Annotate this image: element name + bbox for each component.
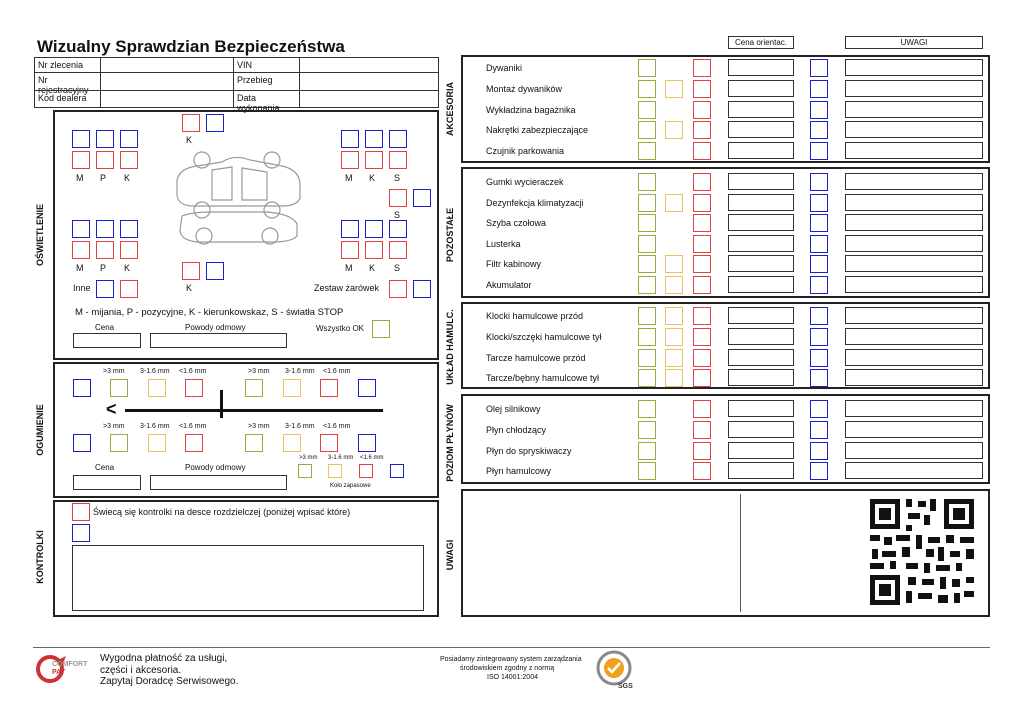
checkbox-blue-uklad-2[interactable] — [810, 349, 828, 367]
item-label-uklad-2: Tarcze hamulcowe przód — [486, 352, 586, 363]
checkbox-fr-s-blue[interactable] — [389, 130, 407, 148]
item-label-akcesoria-1: Montaż dywaników — [486, 83, 563, 94]
checkbox-rl-p-red[interactable] — [96, 241, 114, 259]
checkbox-zestaw-red[interactable] — [389, 280, 407, 298]
qr-code-icon — [868, 497, 976, 607]
input-cena-uklad-1[interactable] — [728, 328, 794, 345]
field-nr-rejestracyjny[interactable] — [100, 72, 234, 91]
checkbox-fr-k-blue[interactable] — [365, 130, 383, 148]
iso-line-2: środowiskiem zgodny z normą — [460, 665, 555, 672]
input-uwagi-uklad-3[interactable] — [845, 369, 983, 386]
item-label-akcesoria-2: Wykładzina bagażnika — [486, 104, 576, 115]
checkbox-red-uklad-1[interactable] — [693, 328, 711, 346]
checkbox-green-akcesoria-3[interactable] — [638, 121, 656, 139]
checkbox-side-k-blue[interactable] — [206, 262, 224, 280]
tire-fl-red[interactable] — [185, 379, 203, 397]
checkbox-blue-plyny-1[interactable] — [810, 421, 828, 439]
checkbox-blue-pozostale-4[interactable] — [810, 255, 828, 273]
label-kod-dealera: Kod dealera — [34, 90, 101, 108]
promo-line-3: Zapytaj Doradcę Serwisowego. — [100, 676, 239, 687]
checkbox-rl-m-red[interactable] — [72, 241, 90, 259]
checkbox-rear-k-red[interactable] — [182, 114, 200, 132]
checkbox-blue-akcesoria-2[interactable] — [810, 101, 828, 119]
label-s-r: S — [394, 173, 401, 183]
input-uwagi-plyny-0[interactable] — [845, 400, 983, 417]
checkbox-green-uklad-2[interactable] — [638, 349, 656, 367]
checkbox-red-akcesoria-1[interactable] — [693, 80, 711, 98]
checkbox-fl-m-blue[interactable] — [72, 130, 90, 148]
label-k-top: K — [186, 135, 193, 145]
label-wszystko-ok: Wszystko OK — [316, 324, 365, 333]
label-m-3: M — [345, 263, 353, 273]
legend-text: M - mijania, P - pozycyjne, K - kierunkowskaz, S - światła STOP — [75, 307, 344, 318]
sgs-badge-icon — [592, 650, 638, 690]
checkbox-red-akcesoria-0[interactable] — [693, 59, 711, 77]
col-uwagi: UWAGI — [845, 36, 983, 49]
checkbox-fl-k-blue[interactable] — [120, 130, 138, 148]
input-uwagi-pozostale-1[interactable] — [845, 194, 983, 211]
svg-text:PAY: PAY — [52, 669, 66, 676]
label-cena-1: Cena — [95, 323, 115, 332]
svg-text:SGS: SGS — [618, 683, 633, 690]
checkbox-blue-plyny-3[interactable] — [810, 462, 828, 480]
tire-fl-yellow[interactable] — [148, 379, 166, 397]
input-cena-akcesoria-2[interactable] — [728, 101, 794, 118]
input-cena-akcesoria-3[interactable] — [728, 121, 794, 138]
tire-rl-t2: 3-1.6 mm — [140, 423, 170, 430]
checkbox-green-pozostale-3[interactable] — [638, 235, 656, 253]
checkbox-rl-k-blue[interactable] — [120, 220, 138, 238]
label-k-bottom: K — [186, 283, 193, 293]
section-label-uwagi: UWAGI — [445, 539, 455, 571]
checkbox-red-uklad-2[interactable] — [693, 349, 711, 367]
input-uwagi-uklad-1[interactable] — [845, 328, 983, 345]
input-uwagi-akcesoria-0[interactable] — [845, 59, 983, 76]
input-cena-uklad-2[interactable] — [728, 349, 794, 366]
checkbox-red-akcesoria-3[interactable] — [693, 121, 711, 139]
checkbox-rl-p-blue[interactable] — [96, 220, 114, 238]
checkbox-rl-m-blue[interactable] — [72, 220, 90, 238]
svg-text:COMFORT: COMFORT — [52, 661, 88, 668]
checkbox-rr-s-blue[interactable] — [389, 220, 407, 238]
tire-fr-yellow[interactable] — [283, 379, 301, 397]
axle-divider — [220, 390, 223, 418]
item-label-akcesoria-4: Czujnik parkowania — [486, 146, 565, 157]
label-k-2: K — [124, 263, 131, 273]
checkbox-red-plyny-0[interactable] — [693, 400, 711, 418]
checkbox-red-plyny-3[interactable] — [693, 462, 711, 480]
label-nr-zlecenia: Nr zlecenia — [34, 57, 101, 73]
label-k-r: K — [369, 173, 376, 183]
label-m-2: M — [76, 263, 84, 273]
checkbox-green-pozostale-4[interactable] — [638, 255, 656, 273]
tire-rr-t3: <1.6 mm — [323, 423, 351, 430]
checkbox-side-k-red[interactable] — [182, 262, 200, 280]
field-vin[interactable] — [299, 57, 439, 73]
item-label-plyny-3: Płyn hamulcowy — [486, 466, 552, 477]
checkbox-blue-pozostale-3[interactable] — [810, 235, 828, 253]
checkbox-red-akcesoria-2[interactable] — [693, 101, 711, 119]
input-uwagi-pozostale-2[interactable] — [845, 214, 983, 231]
checkbox-blue-pozostale-1[interactable] — [810, 194, 828, 212]
section-label-ogumienie: OGUMIENIE — [35, 404, 45, 456]
checkbox-yellow-akcesoria-1[interactable] — [665, 80, 683, 98]
checkbox-blue-uklad-3[interactable] — [810, 369, 828, 387]
input-uwagi-pozostale-4[interactable] — [845, 255, 983, 272]
input-cena-2[interactable] — [73, 475, 141, 490]
tire-rl-red[interactable] — [185, 434, 203, 452]
checkbox-green-uklad-3[interactable] — [638, 369, 656, 387]
checkbox-green-uklad-1[interactable] — [638, 328, 656, 346]
arrow-left-icon: < — [106, 399, 117, 419]
uwagi-divider — [740, 494, 741, 612]
checkbox-stop-red[interactable] — [389, 189, 407, 207]
item-label-pozostale-3: Lusterka — [486, 238, 521, 249]
label-data-wykonania: Data wykonania — [233, 90, 300, 108]
checkbox-fr-m-blue[interactable] — [341, 130, 359, 148]
label-kontrolki-text: Świecą się kontrolki na desce rozdzielczej (poniżej wpisać które) — [93, 507, 351, 517]
tire-fl-t3: <1.6 mm — [179, 368, 207, 375]
checkbox-rr-m-blue[interactable] — [341, 220, 359, 238]
spare-yellow[interactable] — [328, 464, 342, 478]
checkbox-green-plyny-3[interactable] — [638, 462, 656, 480]
checkbox-yellow-uklad-2[interactable] — [665, 349, 683, 367]
checkbox-green-pozostale-5[interactable] — [638, 276, 656, 294]
tire-rl-yellow[interactable] — [148, 434, 166, 452]
item-label-uklad-0: Klocki hamulcowe przód — [486, 311, 584, 321]
input-cena-pozostale-5[interactable] — [728, 276, 794, 293]
tire-rl-green[interactable] — [110, 434, 128, 452]
checkbox-rr-k-blue[interactable] — [365, 220, 383, 238]
checkbox-kontrolki-blue[interactable] — [72, 524, 90, 542]
tire-fr-green[interactable] — [245, 379, 263, 397]
label-k: K — [124, 173, 131, 183]
tire-fr-red[interactable] — [320, 379, 338, 397]
tire-fr-t1: >3 mm — [248, 368, 270, 375]
checkbox-fl-p-red[interactable] — [96, 151, 114, 169]
input-cena-pozostale-3[interactable] — [728, 235, 794, 252]
checkbox-blue-akcesoria-0[interactable] — [810, 59, 828, 77]
label-przebieg: Przebieg — [233, 72, 300, 91]
label-k-3: K — [369, 263, 376, 273]
spare-t1: >3 mm — [299, 455, 318, 461]
checkbox-red-plyny-2[interactable] — [693, 442, 711, 460]
tire-fl-green[interactable] — [110, 379, 128, 397]
checkbox-fr-m-red[interactable] — [341, 151, 359, 169]
checkbox-red-pozostale-0[interactable] — [693, 173, 711, 191]
tire-rr-t2: 3-1.6 mm — [285, 423, 315, 430]
input-cena-plyny-2[interactable] — [728, 442, 794, 459]
checkbox-blue-uklad-1[interactable] — [810, 328, 828, 346]
checkbox-inne-blue[interactable] — [96, 280, 114, 298]
checkbox-blue-pozostale-0[interactable] — [810, 173, 828, 191]
spare-blue[interactable] — [390, 464, 404, 478]
item-label-plyny-0: Olej silnikowy — [486, 404, 541, 414]
tire-fr-t3: <1.6 mm — [323, 368, 351, 375]
checkbox-red-plyny-1[interactable] — [693, 421, 711, 439]
checkbox-blue-pozostale-5[interactable] — [810, 276, 828, 294]
field-nr-zlecenia[interactable] — [100, 57, 234, 73]
item-label-pozostale-4: Filtr kabinowy — [486, 259, 542, 270]
tire-rr-yellow[interactable] — [283, 434, 301, 452]
item-label-pozostale-5: Akumulator — [486, 280, 532, 290]
input-cena-pozostale-2[interactable] — [728, 214, 794, 231]
checkbox-green-akcesoria-4[interactable] — [638, 142, 656, 160]
input-uwagi-pozostale-5[interactable] — [845, 276, 983, 293]
label-cena-2: Cena — [95, 463, 115, 472]
checkbox-blue-uklad-0[interactable] — [810, 307, 828, 325]
checkbox-green-plyny-1[interactable] — [638, 421, 656, 439]
checkbox-rr-s-red[interactable] — [389, 241, 407, 259]
label-zestaw: Zestaw żarówek — [314, 283, 380, 293]
tire-rr-t1: >3 mm — [248, 423, 270, 430]
footer-divider — [33, 647, 990, 648]
spare-t2: 3-1.6 mm — [328, 455, 354, 461]
input-cena-akcesoria-1[interactable] — [728, 80, 794, 97]
checkbox-green-akcesoria-1[interactable] — [638, 80, 656, 98]
item-label-uklad-3: Tarcze/bębny hamulcowe tył — [486, 373, 600, 384]
checkbox-fr-s-red[interactable] — [389, 151, 407, 169]
checkbox-green-uklad-0[interactable] — [638, 307, 656, 325]
field-data-wykonania[interactable] — [299, 90, 439, 108]
label-vin: VIN — [233, 57, 300, 73]
label-powody-2: Powody odmowy — [185, 463, 246, 472]
checkbox-yellow-uklad-0[interactable] — [665, 307, 683, 325]
label-powody-1: Powody odmowy — [185, 323, 246, 332]
iso-line-3: ISO 14001:2004 — [487, 674, 538, 681]
tire-rl-blue[interactable] — [73, 434, 91, 452]
checkbox-red-pozostale-2[interactable] — [693, 214, 711, 232]
checkbox-blue-pozostale-2[interactable] — [810, 214, 828, 232]
label-m-r: M — [345, 173, 353, 183]
tire-rl-t3: <1.6 mm — [179, 423, 207, 430]
col-cena-orientac: Cena orientac. — [728, 36, 794, 49]
input-uwagi-akcesoria-1[interactable] — [845, 80, 983, 97]
item-label-plyny-1: Płyn chłodzący — [486, 424, 547, 435]
checkbox-yellow-pozostale-4[interactable] — [665, 255, 683, 273]
spare-green[interactable] — [298, 464, 312, 478]
input-uwagi-akcesoria-3[interactable] — [845, 121, 983, 138]
promo-line-2: części i akcesoria. — [100, 665, 182, 676]
checkbox-rr-m-red[interactable] — [341, 241, 359, 259]
checkbox-yellow-pozostale-5[interactable] — [665, 276, 683, 294]
checkbox-blue-plyny-0[interactable] — [810, 400, 828, 418]
checkbox-rl-k-red[interactable] — [120, 241, 138, 259]
label-s-3: S — [394, 263, 401, 273]
checkbox-red-pozostale-1[interactable] — [693, 194, 711, 212]
input-cena-plyny-0[interactable] — [728, 400, 794, 417]
input-uwagi-plyny-2[interactable] — [845, 442, 983, 459]
input-uwagi-uklad-0[interactable] — [845, 307, 983, 324]
input-powody-2[interactable] — [150, 475, 287, 490]
input-powody-1[interactable] — [150, 333, 287, 348]
label-m: M — [76, 173, 84, 183]
section-label-kontrolki: KONTROLKI — [35, 530, 45, 584]
input-cena-pozostale-4[interactable] — [728, 255, 794, 272]
section-label-oswietlenie: OŚWIETLENIE — [35, 204, 45, 267]
item-label-uklad-1: Klocki/szczęki hamulcowe tył — [486, 331, 602, 342]
checkbox-fl-p-blue[interactable] — [96, 130, 114, 148]
checkbox-zestaw-blue[interactable] — [413, 280, 431, 298]
input-kontrolki[interactable] — [72, 545, 424, 611]
section-label-uklad: UKŁAD HAMULC. — [445, 309, 455, 385]
field-kod-dealera[interactable] — [100, 90, 234, 108]
input-cena-1[interactable] — [73, 333, 141, 348]
input-cena-akcesoria-4[interactable] — [728, 142, 794, 159]
input-cena-pozostale-1[interactable] — [728, 194, 794, 211]
tire-rl-t1: >3 mm — [103, 423, 125, 430]
checkbox-red-pozostale-4[interactable] — [693, 255, 711, 273]
checkbox-stop-blue[interactable] — [413, 189, 431, 207]
checkbox-blue-plyny-2[interactable] — [810, 442, 828, 460]
item-label-akcesoria-3: Nakrętki zabezpieczające — [486, 125, 589, 136]
tire-fl-blue[interactable] — [73, 379, 91, 397]
input-uwagi-pozostale-0[interactable] — [845, 173, 983, 190]
checkbox-green-plyny-0[interactable] — [638, 400, 656, 418]
tire-fr-t2: 3-1.6 mm — [285, 368, 315, 375]
item-label-pozostale-2: Szyba czołowa — [486, 218, 547, 229]
tire-fl-t1: >3 mm — [103, 368, 125, 375]
spare-red[interactable] — [359, 464, 373, 478]
checkbox-fr-k-red[interactable] — [365, 151, 383, 169]
checkbox-yellow-uklad-3[interactable] — [665, 369, 683, 387]
checkbox-wszystko-ok[interactable] — [372, 320, 390, 338]
promo-line-1: Wygodna płatność za usługi, — [100, 653, 228, 664]
label-nr-rejestracyjny: Nr rejestracyjny — [34, 72, 101, 91]
checkbox-blue-akcesoria-3[interactable] — [810, 121, 828, 139]
checkbox-red-akcesoria-4[interactable] — [693, 142, 711, 160]
car-diagram-icon — [172, 140, 307, 250]
checkbox-yellow-uklad-1[interactable] — [665, 328, 683, 346]
input-uwagi-plyny-3[interactable] — [845, 462, 983, 479]
input-cena-pozostale-0[interactable] — [728, 173, 794, 190]
input-uwagi-akcesoria-4[interactable] — [845, 142, 983, 159]
tire-rr-green[interactable] — [245, 434, 263, 452]
axle-line — [125, 409, 383, 412]
checkbox-fl-k-red[interactable] — [120, 151, 138, 169]
item-label-plyny-2: Płyn do spryskiwaczy — [486, 445, 572, 456]
input-cena-uklad-3[interactable] — [728, 369, 794, 386]
checkbox-green-pozostale-2[interactable] — [638, 214, 656, 232]
label-inne: Inne — [73, 283, 91, 293]
tire-rr-blue[interactable] — [358, 434, 376, 452]
checkbox-yellow-akcesoria-3[interactable] — [665, 121, 683, 139]
checkbox-green-akcesoria-2[interactable] — [638, 101, 656, 119]
checkbox-green-plyny-2[interactable] — [638, 442, 656, 460]
checkbox-inne-red[interactable] — [120, 280, 138, 298]
label-s-stop: S — [394, 210, 401, 220]
checkbox-red-pozostale-5[interactable] — [693, 276, 711, 294]
tire-fl-t2: 3-1.6 mm — [140, 368, 170, 375]
checkbox-green-pozostale-0[interactable] — [638, 173, 656, 191]
checkbox-rear-k-blue[interactable] — [206, 114, 224, 132]
checkbox-fl-m-red[interactable] — [72, 151, 90, 169]
spare-t3: <1.6 mm — [360, 455, 384, 461]
input-cena-plyny-1[interactable] — [728, 421, 794, 438]
section-label-akcesoria: AKCESORIA — [445, 82, 455, 137]
item-label-akcesoria-0: Dywaniki — [486, 63, 523, 73]
tire-rr-red[interactable] — [320, 434, 338, 452]
checkbox-rr-k-red[interactable] — [365, 241, 383, 259]
section-label-plyny: POZIOM PŁYNÓW — [445, 404, 455, 482]
input-cena-plyny-3[interactable] — [728, 462, 794, 479]
checkbox-blue-akcesoria-1[interactable] — [810, 80, 828, 98]
checkbox-red-pozostale-3[interactable] — [693, 235, 711, 253]
tire-fr-blue[interactable] — [358, 379, 376, 397]
input-uwagi-uklad-2[interactable] — [845, 349, 983, 366]
input-uwagi-plyny-1[interactable] — [845, 421, 983, 438]
input-uwagi-akcesoria-2[interactable] — [845, 101, 983, 118]
input-uwagi-pozostale-3[interactable] — [845, 235, 983, 252]
comfort-pay-logo-icon — [36, 652, 96, 686]
checkbox-red-uklad-0[interactable] — [693, 307, 711, 325]
input-cena-akcesoria-0[interactable] — [728, 59, 794, 76]
item-label-pozostale-1: Dezynfekcja klimatyzacji — [486, 197, 584, 208]
checkbox-blue-akcesoria-4[interactable] — [810, 142, 828, 160]
iso-line-1: Posiadamy zintegrowany system zarządzania — [440, 656, 582, 663]
checkbox-yellow-pozostale-1[interactable] — [665, 194, 683, 212]
checkbox-red-uklad-3[interactable] — [693, 369, 711, 387]
label-kolo-zapasowe: Koło zapasowe — [330, 483, 371, 489]
label-p: P — [100, 173, 107, 183]
label-p-2: P — [100, 263, 107, 273]
field-przebieg[interactable] — [299, 72, 439, 91]
checkbox-kontrolki-red[interactable] — [72, 503, 90, 521]
item-label-pozostale-0: Gumki wycieraczek — [486, 177, 564, 187]
page-title: Wizualny Sprawdzian Bezpieczeństwa — [37, 37, 345, 56]
section-label-pozostale: POZOSTAŁE — [445, 207, 455, 263]
checkbox-green-pozostale-1[interactable] — [638, 194, 656, 212]
input-cena-uklad-0[interactable] — [728, 307, 794, 324]
checkbox-green-akcesoria-0[interactable] — [638, 59, 656, 77]
